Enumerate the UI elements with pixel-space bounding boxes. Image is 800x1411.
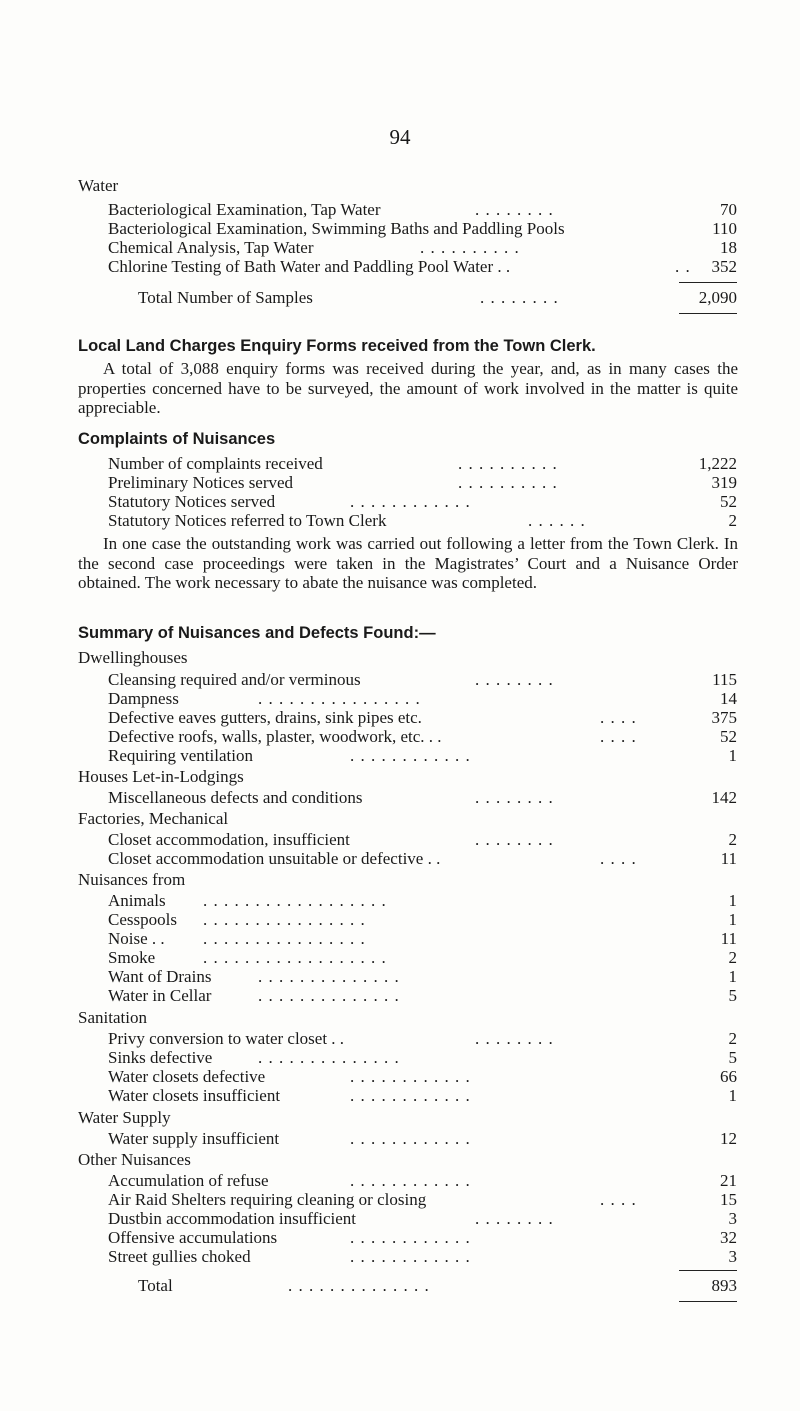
row-label: Street gullies choked xyxy=(108,1247,251,1266)
row-value: 21 xyxy=(720,1171,737,1190)
table-row xyxy=(0,910,800,930)
row-label: Preliminary Notices served xyxy=(108,473,294,492)
total-label: Total xyxy=(138,1276,173,1295)
leader-dots: . . . . . . . . . . . . xyxy=(350,1086,471,1105)
table-row xyxy=(0,1209,800,1229)
row-label: Chlorine Testing of Bath Water and Paddling Pool Water . . xyxy=(108,257,511,276)
table-row xyxy=(0,1029,800,1049)
leader-dots: . . . . . . . . . . . . xyxy=(350,1067,471,1086)
row-label: Dustbin accommodation insufficient xyxy=(108,1209,357,1228)
row-value: 32 xyxy=(720,1228,737,1247)
row-value: 3 xyxy=(728,1209,737,1228)
leader-dots: . . . . . . . . xyxy=(475,670,554,689)
table-row xyxy=(0,670,800,690)
row-label: Smoke xyxy=(108,948,156,967)
table-row xyxy=(0,986,800,1006)
row-label: Water supply insufficient xyxy=(108,1129,280,1148)
group-title: Other Nuisances xyxy=(78,1150,191,1169)
group-heading xyxy=(0,809,800,829)
total-rule-top xyxy=(679,282,737,283)
row-value: 70 xyxy=(720,200,737,219)
table-row xyxy=(0,200,800,220)
leader-dots: . . . . xyxy=(600,727,637,746)
group-heading xyxy=(0,1008,800,1028)
leader-dots: . . . . . . . . . . . . . . . . . . xyxy=(203,948,387,967)
row-label: Want of Drains xyxy=(108,967,212,986)
row-value: 319 xyxy=(711,473,737,492)
leader-dots: . . . . . . . . xyxy=(475,830,554,849)
leader-dots: . . . . . . . . xyxy=(480,288,559,307)
summary-heading: Summary of Nuisances and Defects Found:— xyxy=(78,624,436,642)
group-heading xyxy=(0,648,800,668)
table-row xyxy=(0,1190,800,1210)
row-label: Bacteriological Examination, Tap Water xyxy=(108,200,381,219)
total-rule-bottom xyxy=(679,313,737,314)
row-label: Miscellaneous defects and conditions xyxy=(108,788,363,807)
row-label: Requiring ventilation xyxy=(108,746,253,765)
row-value: 115 xyxy=(712,670,737,689)
table-row xyxy=(0,492,800,512)
table-row xyxy=(0,746,800,766)
leader-dots: . . . . . . . . xyxy=(475,788,554,807)
row-value: 1,222 xyxy=(698,454,737,473)
land-charges-paragraph: A total of 3,088 enquiry forms was received during the year, and, as in many cases the properties concerned have to be surveyed, the amount of work involved in the matter is quite appreciable. xyxy=(78,359,738,417)
table-row xyxy=(0,454,800,474)
row-value: 14 xyxy=(720,689,737,708)
leader-dots: . . . . . . xyxy=(528,511,586,530)
row-value: 1 xyxy=(728,910,737,929)
leader-dots: . . . . . . . . . . . . xyxy=(350,746,471,765)
table-row xyxy=(0,727,800,747)
leader-dots: . . . . . . . . xyxy=(475,1209,554,1228)
total-value: 2,090 xyxy=(698,288,737,307)
row-value: 1 xyxy=(728,1086,737,1105)
group-title: Houses Let-in-Lodgings xyxy=(78,767,244,786)
table-row xyxy=(0,473,800,493)
group-title: Dwellinghouses xyxy=(78,648,188,667)
table-row xyxy=(0,849,800,869)
leader-dots: . . . . . . . . . . . . . . xyxy=(258,967,400,986)
row-label: Defective roofs, walls, plaster, woodwork, etc. . . xyxy=(108,727,442,746)
leader-dots: . . . . xyxy=(600,1190,637,1209)
row-label: Dampness xyxy=(108,689,179,708)
leader-dots: . . . . . . . . . . xyxy=(458,454,558,473)
leader-dots: . . . . xyxy=(600,849,637,868)
leader-dots: . . . . xyxy=(600,708,637,727)
row-label: Chemical Analysis, Tap Water xyxy=(108,238,314,257)
leader-dots: . . . . . . . . xyxy=(475,200,554,219)
table-row xyxy=(0,511,800,531)
table-row xyxy=(0,1048,800,1068)
row-label: Cesspools xyxy=(108,910,177,929)
row-label: Offensive accumulations xyxy=(108,1228,278,1247)
total-row xyxy=(0,1276,800,1296)
row-label: Privy conversion to water closet . . xyxy=(108,1029,345,1048)
row-label: Statutory Notices referred to Town Clerk xyxy=(108,511,387,530)
row-label: Closet accommodation unsuitable or defective . . xyxy=(108,849,441,868)
table-row xyxy=(0,1067,800,1087)
total-label: Total Number of Samples xyxy=(138,288,313,307)
page-number: 94 xyxy=(389,125,411,149)
row-label: Accumulation of refuse xyxy=(108,1171,269,1190)
row-label: Animals xyxy=(108,891,166,910)
leader-dots: . . . . . . . . . . . . xyxy=(350,1228,471,1247)
leader-dots: . . . . . . . . . . . . xyxy=(350,492,471,511)
leader-dots: . . . . . . . . . . . . . . . . xyxy=(203,910,366,929)
row-value: 3 xyxy=(728,1247,737,1266)
row-value: 375 xyxy=(711,708,737,727)
leader-dots: . . . . . . . . . . . . . . . . xyxy=(203,929,366,948)
row-value: 1 xyxy=(728,891,737,910)
group-title: Sanitation xyxy=(78,1008,147,1027)
row-value: 2 xyxy=(728,948,737,967)
leader-dots: . . xyxy=(675,257,691,276)
total-rule-top xyxy=(679,1270,737,1271)
leader-dots: . . . . . . . . . . . . . . xyxy=(258,1048,400,1067)
row-label: Water closets insufficient xyxy=(108,1086,281,1105)
group-heading xyxy=(0,1150,800,1170)
total-row xyxy=(0,288,800,308)
row-value: 2 xyxy=(728,830,737,849)
leader-dots: . . . . . . . . xyxy=(475,1029,554,1048)
row-value: 12 xyxy=(720,1129,737,1148)
row-value: 110 xyxy=(712,219,737,238)
leader-dots: . . . . . . . . . . xyxy=(458,473,558,492)
table-row xyxy=(0,1086,800,1106)
leader-dots: . . . . . . . . . . . . . . xyxy=(258,986,400,1005)
row-value: 1 xyxy=(728,746,737,765)
row-label: Statutory Notices served xyxy=(108,492,276,511)
row-label: Water in Cellar xyxy=(108,986,212,1005)
row-value: 2 xyxy=(728,1029,737,1048)
row-value: 66 xyxy=(720,1067,737,1086)
row-label: Closet accommodation, insufficient xyxy=(108,830,350,849)
row-label: Air Raid Shelters requiring cleaning or closing xyxy=(108,1190,427,1209)
table-row xyxy=(0,238,800,258)
group-heading xyxy=(0,870,800,890)
table-row xyxy=(0,1129,800,1149)
row-value: 11 xyxy=(720,849,737,868)
total-rule-bottom xyxy=(679,1301,737,1302)
group-title: Water Supply xyxy=(78,1108,171,1127)
complaints-paragraph: In one case the outstanding work was carried out following a letter from the Town Clerk. In the second case proceedings were taken in the Magistrates’ Court and a Nuisance Order obtained. The work necessary to abate the nuisance was completed. xyxy=(78,534,738,592)
row-value: 2 xyxy=(728,511,737,530)
group-title: Nuisances from xyxy=(78,870,186,889)
table-row xyxy=(0,1171,800,1191)
table-row xyxy=(0,948,800,968)
row-value: 52 xyxy=(720,492,737,511)
row-value: 18 xyxy=(720,238,737,257)
row-label: Cleansing required and/or verminous xyxy=(108,670,361,689)
table-row xyxy=(0,830,800,850)
table-row xyxy=(0,708,800,728)
table-row xyxy=(0,967,800,987)
group-heading xyxy=(0,1108,800,1128)
leader-dots: . . . . . . . . . . . . . . . . . . xyxy=(203,891,387,910)
row-value: 52 xyxy=(720,727,737,746)
row-value: 1 xyxy=(728,967,737,986)
leader-dots: . . . . . . . . . . . . xyxy=(350,1171,471,1190)
table-row xyxy=(0,689,800,709)
leader-dots: . . . . . . . . . . xyxy=(420,238,520,257)
table-row xyxy=(0,929,800,949)
complaints-heading: Complaints of Nuisances xyxy=(78,430,276,448)
row-label: Sinks defective xyxy=(108,1048,213,1067)
table-row xyxy=(0,1228,800,1248)
total-value: 893 xyxy=(711,1276,737,1295)
leader-dots: . . . . . . . . . . . . . . xyxy=(288,1276,430,1295)
row-value: 11 xyxy=(720,929,737,948)
row-label: Noise . . xyxy=(108,929,165,948)
group-heading xyxy=(0,767,800,787)
row-label: Number of complaints received xyxy=(108,454,323,473)
table-row xyxy=(0,219,800,239)
row-value: 142 xyxy=(711,788,737,807)
leader-dots: . . . . . . . . . . . . xyxy=(350,1247,471,1266)
table-row xyxy=(0,891,800,911)
row-value: 352 xyxy=(711,257,737,276)
row-label: Water closets defective xyxy=(108,1067,266,1086)
water-section-heading: Water xyxy=(78,176,119,195)
row-value: 5 xyxy=(728,986,737,1005)
row-label: Defective eaves gutters, drains, sink pipes etc. xyxy=(108,708,422,727)
group-title: Factories, Mechanical xyxy=(78,809,229,828)
row-value: 15 xyxy=(720,1190,737,1209)
leader-dots: . . . . . . . . . . . . xyxy=(350,1129,471,1148)
table-row xyxy=(0,257,800,277)
row-value: 5 xyxy=(728,1048,737,1067)
table-row xyxy=(0,788,800,808)
land-charges-heading: Local Land Charges Enquiry Forms received from the Town Clerk. xyxy=(78,337,596,355)
row-label: Bacteriological Examination, Swimming Baths and Paddling Pools xyxy=(108,219,565,238)
table-row xyxy=(0,1247,800,1267)
leader-dots: . . . . . . . . . . . . . . . . xyxy=(258,689,421,708)
